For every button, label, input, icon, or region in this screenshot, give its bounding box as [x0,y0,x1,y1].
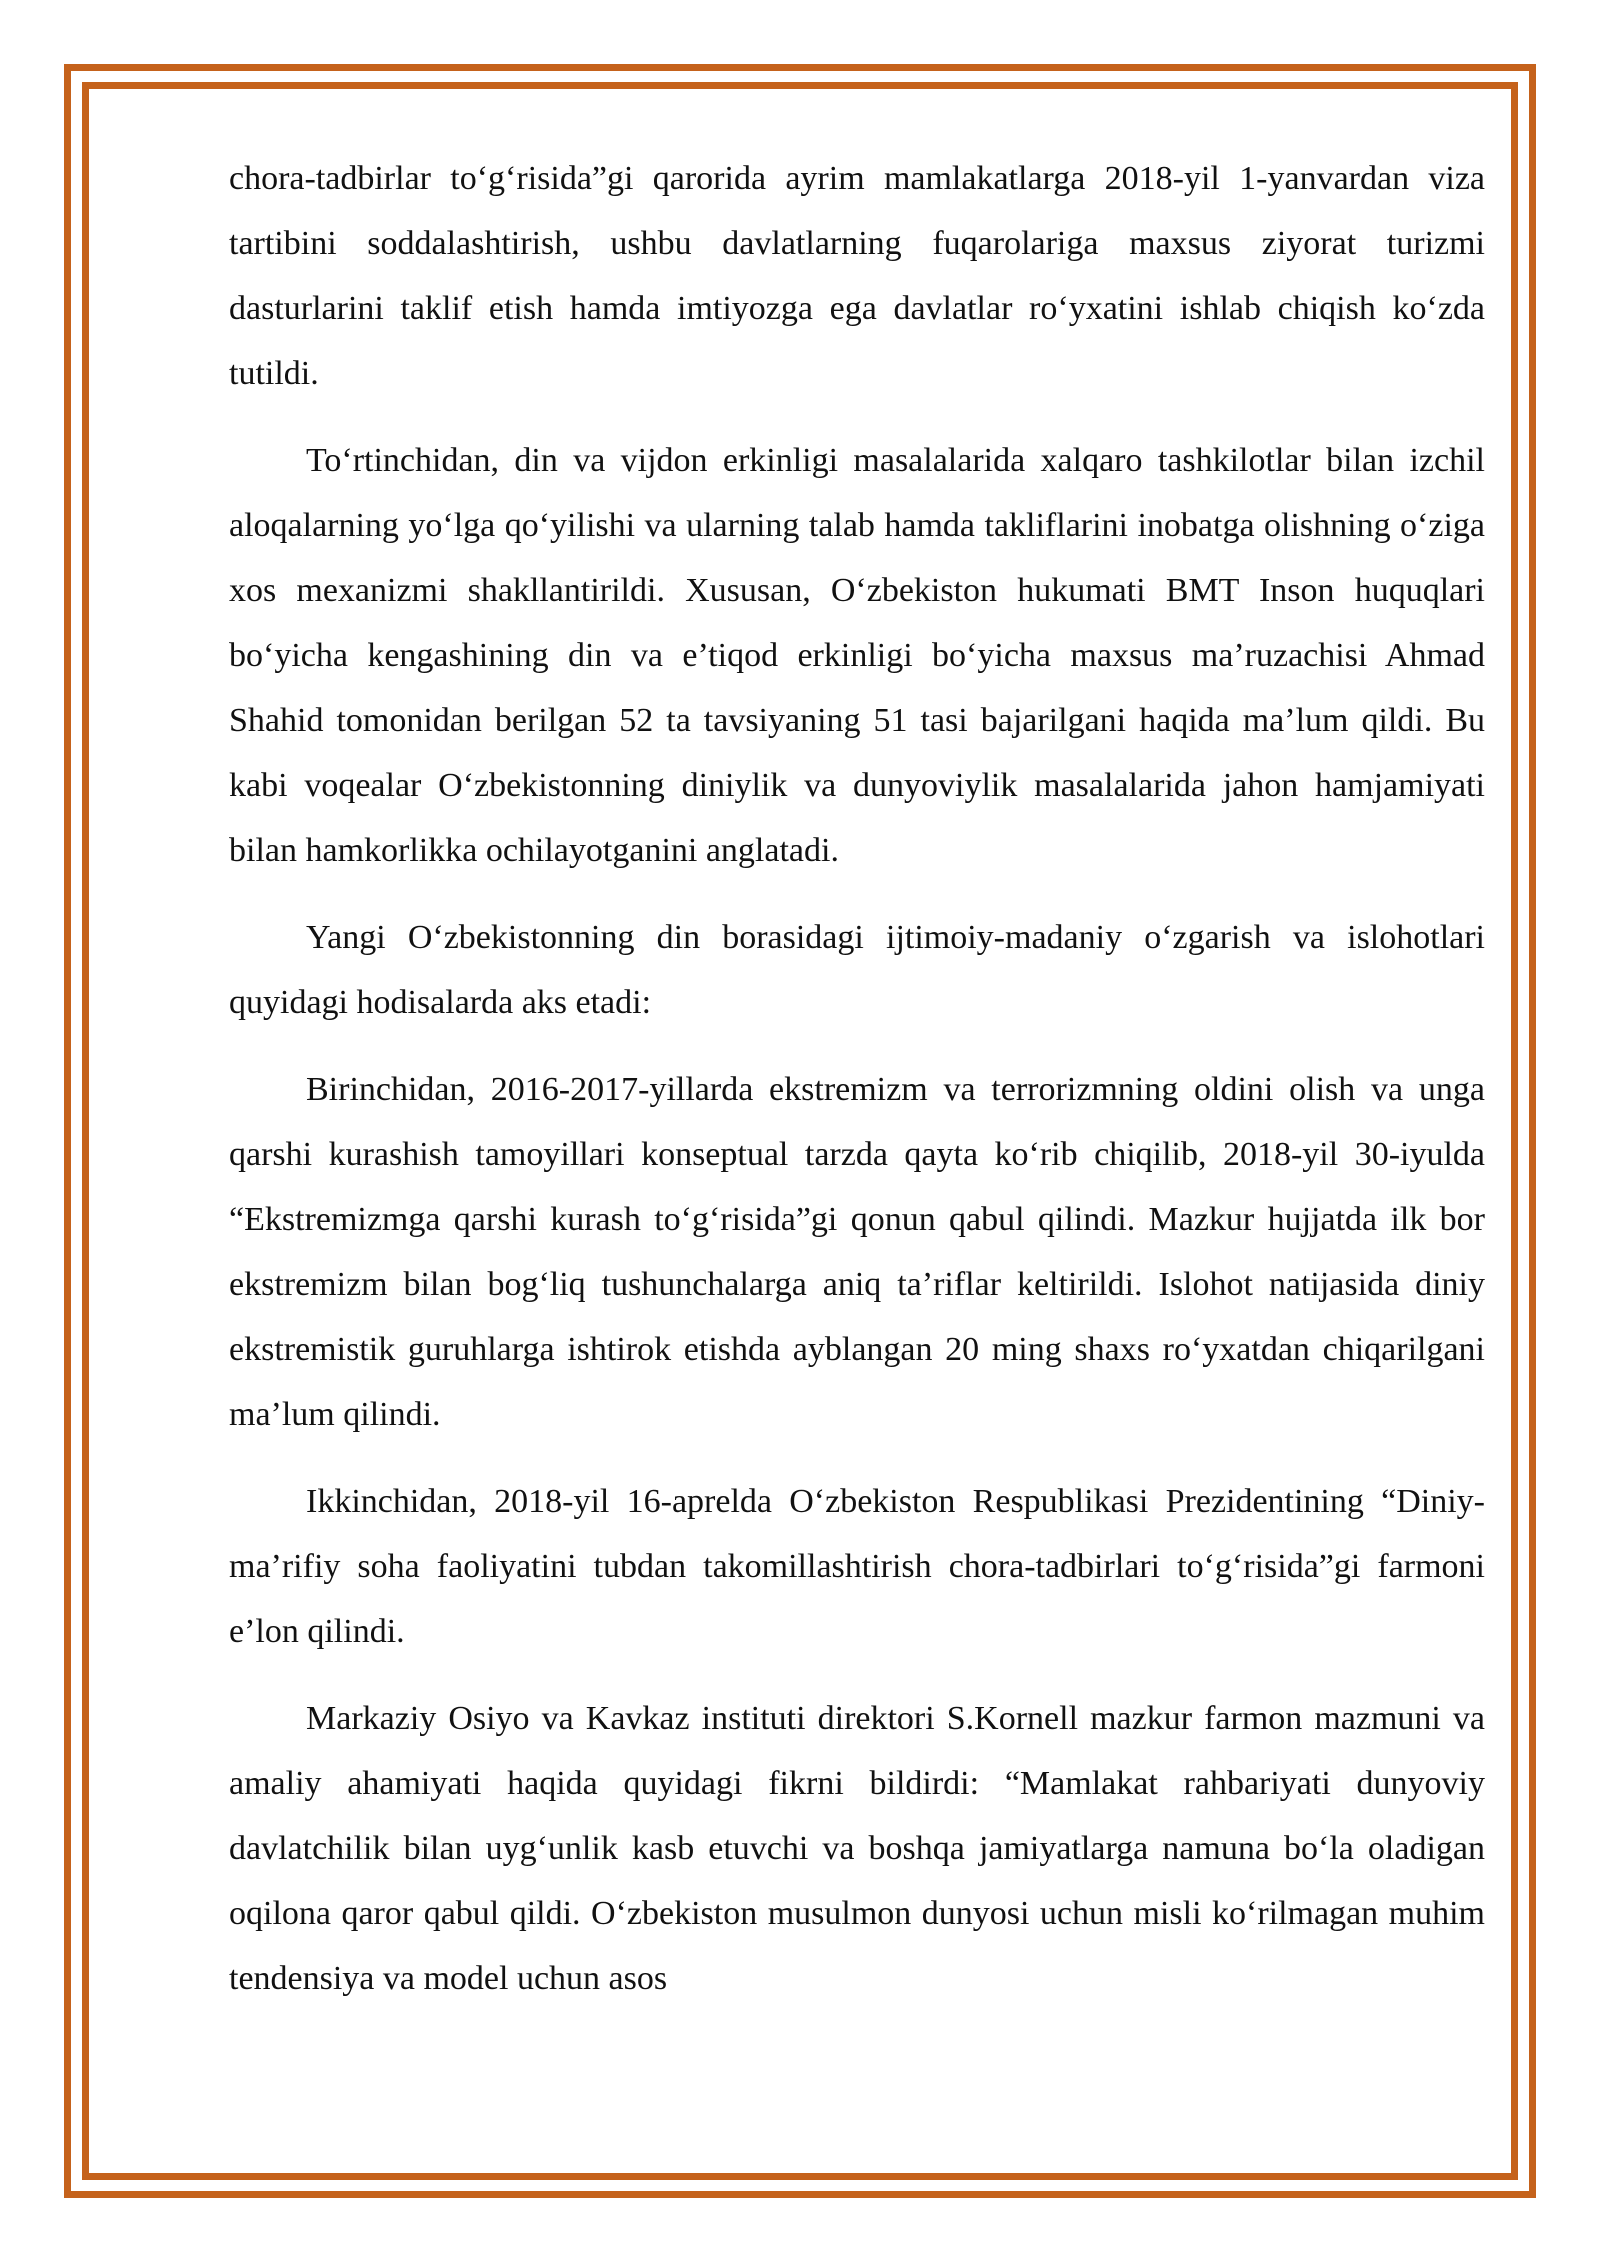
paragraph-reforms-intro: Yangi O‘zbekistonning din borasidagi ijtimoiy-madaniy o‘zgarish va islohotlari quyidagi hodisalarda aks etadi: [229,919,1485,1021]
paragraph-first-point: Birinchidan, 2016-2017-yillarda ekstremizm va terrorizmning oldini olish va unga qarshi kurashish tamoyillari konseptual tarzda qayta ko‘rib chiqilib, 2018-yil 30-iyulda “Ekstremizmga qarshi kurash to‘g‘risida”gi qonun qabul qilindi. Mazkur hujjatda ilk bor ekstremizm bilan bog‘liq tushunchalarga aniq ta’riflar keltirildi. Islohot natijasida diniy ekstremistik guruhlarga ishtirok etishda ayblangan 20 ming shaxs ro‘yxatdan chiqarilgani ma’lum qilindi. [229,1071,1485,1433]
paragraph-continuation: chora-tadbirlar to‘g‘risida”gi qarorida ayrim mamlakatlarga 2018-yil 1-yanvardan viza tartibini soddalashtirish, ushbu davlatlarning fuqarolariga maxsus ziyorat turizmi dasturlarini taklif etish hamda imtiyozga ega davlatlar ro‘yxatini ishlab chiqish ko‘zda tutildi. [229,160,1485,392]
paragraph-cornell-quote: Markaziy Osiyo va Kavkaz instituti direktori S.Kornell mazkur farmon mazmuni va amaliy ahamiyati haqida quyidagi fikrni bildirdi: “Mamlakat rahbariyati dunyoviy davlatchilik bilan uyg‘unlik kasb etuvchi va boshqa jamiyatlarga namuna bo‘la oladigan oqilona qaror qabul qildi. O‘zbekiston musulmon dunyosi uchun misli ko‘rilmagan muhim tendensiya va model uchun asos [229,1700,1485,1997]
paragraph-second-point: Ikkinchidan, 2018-yil 16-aprelda O‘zbekiston Respublikasi Prezidentining “Diniy-ma’rifiy soha faoliyatini tubdan takomillashtirish chora-tadbirlari to‘g‘risida”gi farmoni e’lon qilindi. [229,1483,1485,1650]
document-body [229,146,1485,2033]
paragraph-fourth-point: To‘rtinchidan, din va vijdon erkinligi masalalarida xalqaro tashkilotlar bilan izchil aloqalarning yo‘lga qo‘yilishi va ularning talab hamda takliflarini inobatga olishning o‘ziga xos mexanizmi shakllantirildi. Xususan, O‘zbekiston hukumati BMT Inson huquqlari bo‘yicha kengashining din va e’tiqod erkinligi bo‘yicha maxsus ma’ruzachisi Ahmad Shahid tomonidan berilgan 52 ta tavsiyaning 51 tasi bajarilgani haqida ma’lum qildi. Bu kabi voqealar O‘zbekistonning diniylik va dunyoviylik masalalarida jahon hamjamiyati bilan hamkorlikka ochilayotganini anglatadi. [229,442,1485,869]
